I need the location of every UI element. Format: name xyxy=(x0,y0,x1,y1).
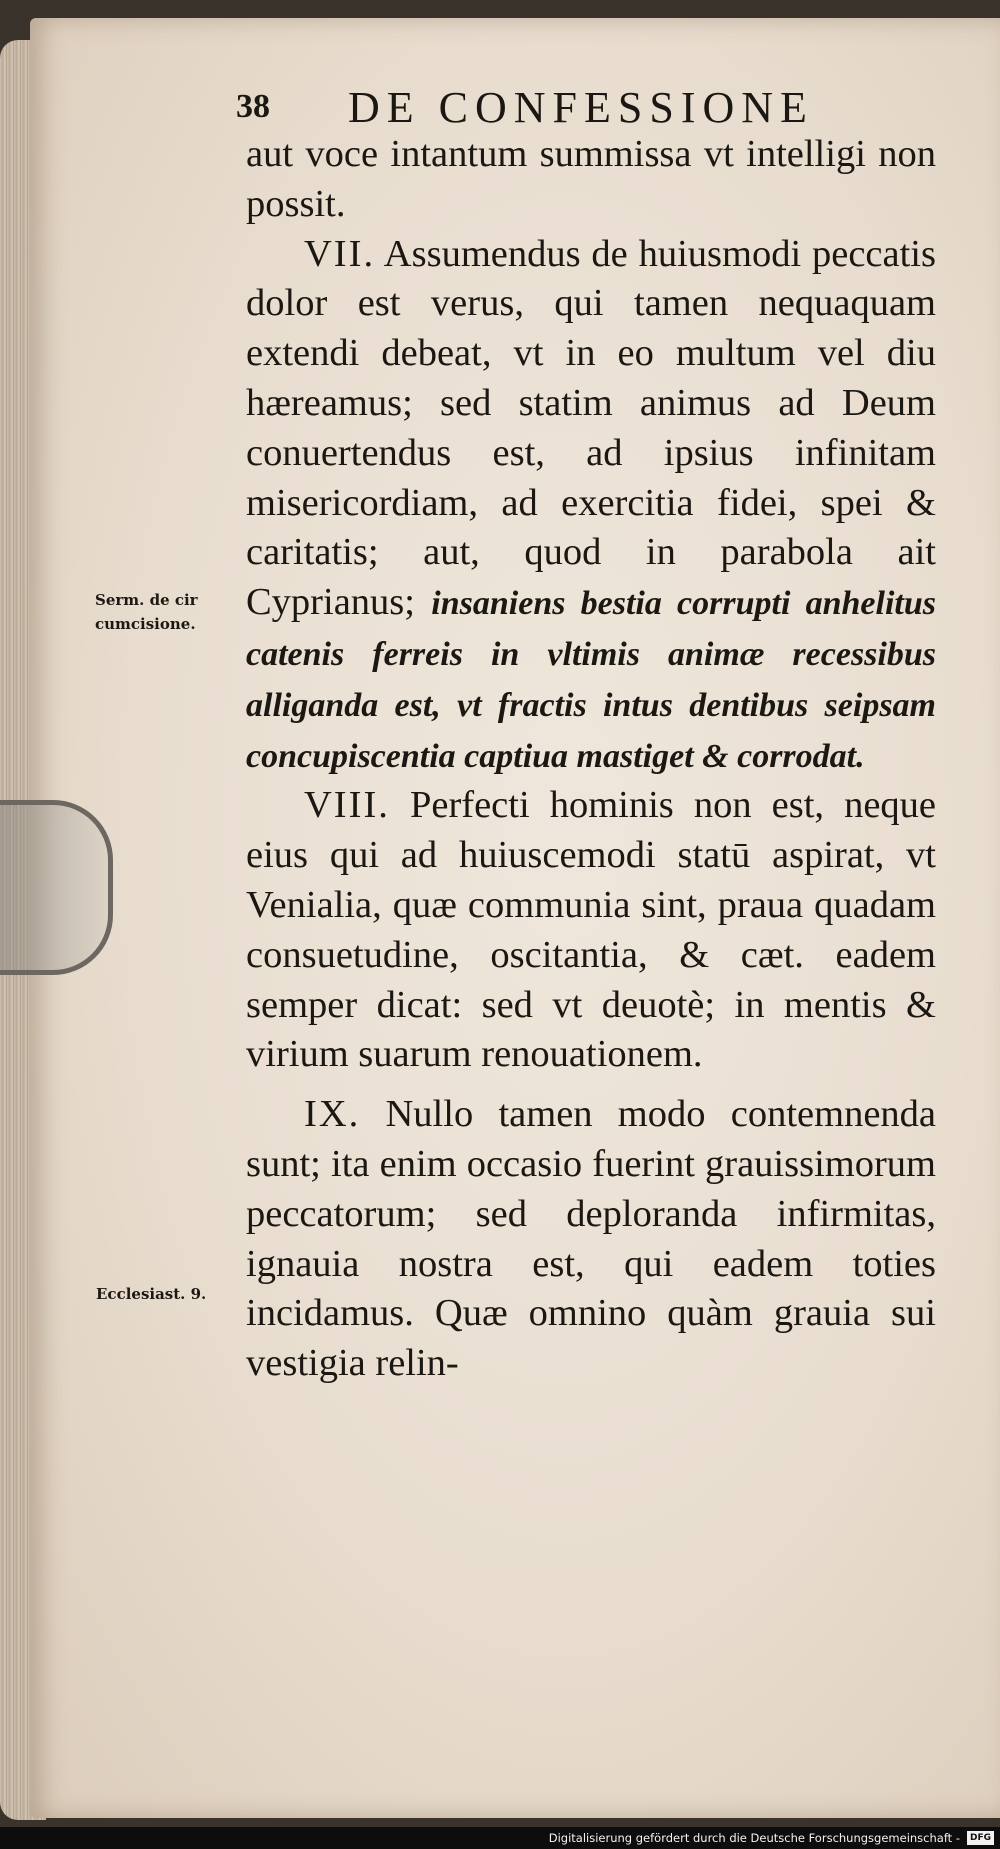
cyprian-quotation: insaniens bestia corrupti anhelitus catenis ferreis in vltimis animæ recessibus alliganda est, vt fractis intus dentibus seipsam concupiscentia captiua mastiget & corrodat. xyxy=(246,585,936,775)
running-title: DE CONFESSIONE xyxy=(348,83,814,132)
paragraph-vii xyxy=(246,230,936,782)
paragraph-text: Assumendus de huiusmodi peccatis dolor est verus, qui tamen nequaquam extendi debeat, vt in eo multum vel diu hæreamus; sed statim animus ad Deum conuertendus est, ad ipsius infinitam misericordiam, ad exercitia fidei, spei & caritatis; aut, quod in parabola ait Cyprianus; xyxy=(246,232,936,624)
paragraph-viii xyxy=(246,781,936,1080)
digitization-credit: Digitalisierung gefördert durch die Deutsche Forschungsgemeinschaft - xyxy=(548,1831,960,1845)
paragraph-text: Nullo tamen modo contemnenda sunt; ita enim occasio fuerint grauissimorum peccatorum; sed deploranda infirmitas, ignauia nostra est, qui eadem toties incidamus. Quæ omnino quàm grauia sui vestigia relin- xyxy=(246,1093,936,1385)
paragraph-text: Perfecti hominis non est, neque eius qui ad huiuscemodi statū aspirat, vt Venialia, quæ communia sint, praua quadam consuetudine, oscitantia, & cæt. eadem semper dicat: sed vt deuotè; in mentis & virium suarum renouationem. xyxy=(246,784,936,1076)
page-clip xyxy=(0,800,113,975)
page-number: 38 xyxy=(236,88,270,125)
paragraph-continuation xyxy=(246,130,936,230)
text-body xyxy=(246,130,936,1389)
dfg-logo: DFG xyxy=(967,1831,994,1845)
paragraph-ix xyxy=(246,1090,936,1389)
margin-note-ecclesiastes xyxy=(96,1282,206,1306)
margin-note-sermon xyxy=(95,588,198,636)
paragraph-number: VII. xyxy=(304,232,376,275)
digitization-credit-bar xyxy=(0,1827,1000,1849)
margin-note-line: Ecclesiast. 9. xyxy=(96,1285,207,1303)
paragraph-number: IX. xyxy=(304,1093,361,1136)
paragraph-text: aut voce intantum summissa vt intelligi non possit. xyxy=(246,133,936,225)
paragraph-number: VIII. xyxy=(304,784,390,827)
margin-note-line: cumcisione. xyxy=(95,615,196,633)
margin-note-line: Serm. de cir xyxy=(95,591,198,609)
